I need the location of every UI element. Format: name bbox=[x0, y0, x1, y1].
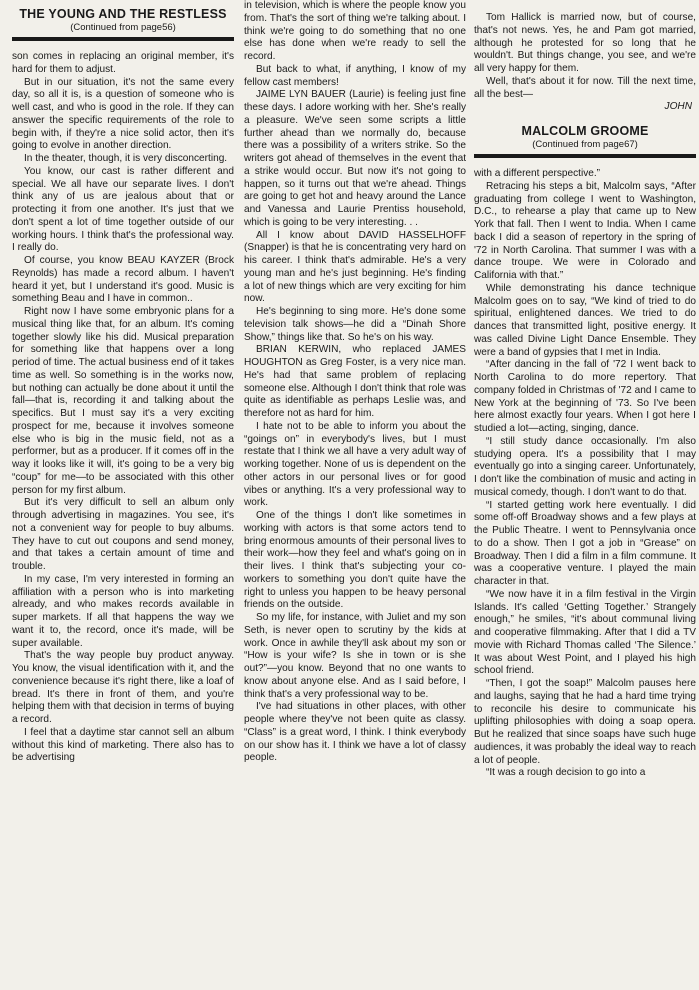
paragraph: He's beginning to sing more. He's done some television talk shows—he did a “Dinah Shore Show,” things like that. So he's on his way. bbox=[244, 306, 466, 343]
paragraph: One of the things I don't like sometimes in working with actors is that some actors tend to bring enormous amounts of their personal lives to their work—how they feel and what's going on in their lives. I think that's subjecting your co-workers to something you don't quite have the right to unless you happen to be heavy personal friends on the outside. bbox=[244, 510, 466, 611]
author-signature: JOHN bbox=[664, 101, 692, 113]
paragraph: BRIAN KERWIN, who replaced JAMES HOUGHTON as Greg Foster, is a very nice man. He's had that same problem of replacing someone else. Although I don't think that role was quite as identifiable as perhaps Leslie was, and therefore not as hard for him. bbox=[244, 344, 466, 419]
paragraph: Right now I have some embryonic plans for a musical thing like that, for an album. It's coming together slowly like his did. Musical preparation for something like that happens over a long period of time. The actual business end of it takes time as well. So something is in the works now, but nothing can actually be done about it until the fall—that is, recording it and talking about the specifics. But I must say it's a very exciting prospect for me, because it involves someone else who is big in the music field, not as a performer, but as a producer. If it comes off in the way it looks like it will, it's going to be a very big “coup” for me—to be associated with this other person for my first album. bbox=[12, 306, 235, 496]
paragraph: Retracing his steps a bit, Malcolm says, “After graduating from college I went to Washington, D.C., to rehearse a play that came up to New York that fall. Then I went to India. When I came back I did a season of repertory in the spring of '72 in North Carolina. That summer I was with a dance troupe. We were in Colorado and California with that.” bbox=[474, 180, 696, 281]
paragraph: with a different perspective.” bbox=[474, 168, 601, 179]
paragraph: In my case, I'm very interested in forming an affiliation with a person who is into marketing already, and who makes records available in super markets. If all that happens the way we want it to, the record, once it's made, will be super available. bbox=[12, 573, 234, 649]
continued-from-note: (Continued from page56) bbox=[70, 22, 176, 33]
header-rule bbox=[474, 154, 696, 158]
continued-from-note: (Continued from page67) bbox=[532, 139, 638, 150]
young-and-restless-ending bbox=[474, 12, 696, 114]
paragraph: But back to what, if anything, I know of my fellow cast members! bbox=[244, 63, 466, 88]
paragraph: So my life, for instance, with Juliet and my son Seth, is never open to scrutiny by the kids at work. Once in awhile they'll ask about my son or “How is your wife? Is she in town or is she out?”—you know. Beyond that no one wants to know about anyone else. And as I said before, I think that's a very professional way to be. bbox=[244, 612, 466, 700]
paragraph: in television, which is where the people know you from. That's the sort of thing we're talking about. I think we're going to do something that no one else has done when we're ready to sell the record. bbox=[244, 0, 466, 62]
column-middle bbox=[244, 0, 466, 765]
column-left bbox=[12, 0, 234, 765]
paragraph: I feel that a daytime star cannot sell an album without this kind of marketing. There also has to be advertising bbox=[12, 726, 234, 764]
paragraph: “I still study dance occasionally. I'm also studying opera. It's a possibility that I may eventually go into a singing career. Unfortunately, I don't like the combination of music and acting in musical comedy, though. I don't want to do that. bbox=[474, 435, 696, 498]
paragraph: All I know about DAVID HASSELHOFF (Snapper) is that he is concentrating very hard on his career. I think that's admirable. He's a very young man and he's just beginning. He's finding a lot of new things which are very exciting for him now. bbox=[244, 229, 466, 305]
paragraph: But it's very difficult to sell an album only through advertising in magazines. You see, it's not a convenient way for people to buy albums. They have to cut out coupons and send money, and that takes a certain amount of time and trouble. bbox=[12, 497, 234, 572]
paragraph: Of course, you know BEAU KAYZER (Brock Reynolds) has made a record album. I haven't heard it yet, but I understand it's good. Music is something Beau and I have in common.. bbox=[12, 255, 234, 305]
paragraph: But in our situation, it's not the same every day, so all it is, is a question of someone who is well cast, and who is good in the role. If they can answer the specific requirements of the role to begin with, if they're a nice solid actor, then it's going to evolve in another direction. bbox=[12, 76, 234, 152]
paragraph: Tom Hallick is married now, but of course, that's not news. Yes, he and Pam got married, although he protested for so long that he wouldn't. But things change, you see, and we're all very happy for them. bbox=[474, 12, 696, 74]
section-title-young-and-restless: THE YOUNG AND THE RESTLESS bbox=[19, 7, 227, 21]
column-right bbox=[474, 0, 696, 780]
paragraph: Well, that's about it for now. Till the next time, all the best— bbox=[474, 75, 696, 100]
malcolm-groome-section bbox=[474, 124, 696, 780]
paragraph: While demonstrating his dance technique Malcolm goes on to say, “We kind of tried to do spiritual, enlightened dances. We tried to do dances that transmitted light, positive energy. It was called Divine Light Dance Ensemble. They were a band of gypsies that I met in India. bbox=[474, 282, 696, 358]
paragraph: “It was a rough decision to go into a bbox=[486, 767, 646, 779]
section-title-malcolm-groome: MALCOLM GROOME bbox=[521, 124, 649, 138]
paragraph: “After dancing in the fall of '72 I went back to North Carolina to do more repertory. That company folded in Christmas of '72 and I came to New York at the beginning of '73. So I've been here almost exactly four years. When I got here I studied a lot—acting, singing, dance. bbox=[474, 359, 696, 434]
paragraph: “Then, I got the soap!” Malcolm pauses here and laughs, saying that he had a hard time trying to reconcile his desire to communicate his uplifting philosophies with doing a soap opera. But he realized that since soaps have such huge audiences, it was probably the ideal way to reach a lot of people. bbox=[474, 678, 696, 766]
paragraph: “I started getting work here eventually. I did some off-off Broadway shows and a few plays at the Public Theatre. I went to Pennsylvania once to do a show. Then I got a job in “Grease” on Broadway. Then I did a film in a film commune. It was a cooperative venture. I played the main character in that. bbox=[474, 499, 696, 587]
paragraph: You know, our cast is rather different and special. We all have our separate lives. I don't think any of us are jealous about that or protecting it from one another. It's just that we don't spent a lot of time together outside of our working hours. I think that's the professional way. I really do. bbox=[12, 165, 234, 254]
paragraph: I've had situations in other places, with other people where they've not been quite as classy. “Class” is a great word, I think. I think everybody on our show has it. I think we have a lot of classy people. bbox=[244, 701, 466, 764]
paragraph: “We now have it in a film festival in the Virgin Islands. It's called ‘Getting Together.’ Strangely enough,” he smiles, “it's about communal living and cooperative filmmaking. After that I did a TV movie with Richard Thomas called ‘The Silence.’ It was about West Point, and I played his high school friend. bbox=[474, 588, 696, 677]
paragraph: JAIME LYN BAUER (Laurie) is feeling just fine these days. I adore working with her. She's really a pleasure. We've seen some scripts a little further ahead than we normally do, because there was a possibility of a writers strike. So the writers got ahead of themselves in the event that a strike would occur. But now it's not going to happen, so it turns out that we're ahead. Things are going to get hot and heavy around the Lance and Vanessa and Laurie Prentiss household, which is going to be very interesting. . . bbox=[244, 89, 466, 228]
paragraph: In the theater, though, it is very disconcerting. bbox=[24, 153, 228, 164]
paragraph: That's the way people buy product anyway. You know, the visual identification with it, and the convenience because it's right there, like a loaf of bread. It's there in front of them, and you're helping them with that decision in terms of buying a record. bbox=[12, 650, 234, 725]
header-rule bbox=[12, 37, 234, 41]
paragraph: I hate not to be able to inform you about the “goings on” in everybody's lives, but I must restate that I think we all have a very adult way of working together. None of us is dependent on the other actors in our personal lives or for good vibes or anything. It's a very professional way to work. bbox=[244, 420, 466, 509]
paragraph: son comes in replacing an original member, it's hard for them to adjust. bbox=[12, 51, 234, 75]
